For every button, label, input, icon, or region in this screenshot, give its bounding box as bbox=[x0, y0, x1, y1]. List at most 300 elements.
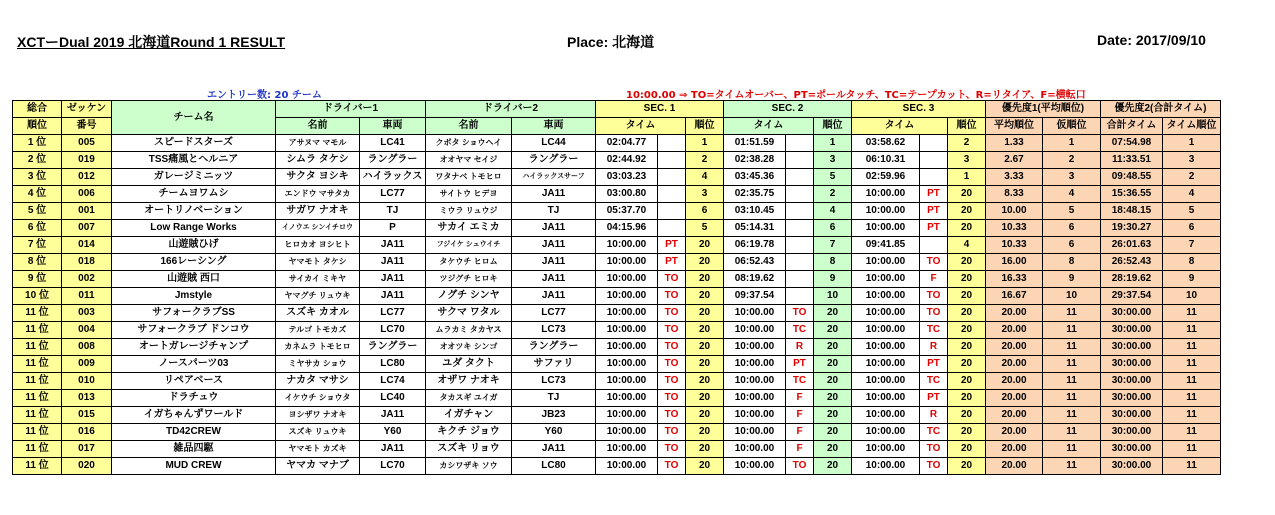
cell-sec1-penalty: TO bbox=[658, 458, 686, 475]
cell-driver2-name: オオヤマ セイジ bbox=[426, 152, 512, 169]
cell-rank: 11 位 bbox=[13, 424, 62, 441]
cell-sec3-penalty bbox=[920, 169, 948, 186]
cell-sec1-pos: 20 bbox=[686, 322, 724, 339]
cell-team: 山遊賊ひげ bbox=[112, 237, 276, 254]
cell-sec2-pos: 20 bbox=[814, 390, 852, 407]
col-header-d1-car: 車両 bbox=[360, 118, 426, 135]
col-header-prov-rank: 仮順位 bbox=[1043, 118, 1101, 135]
col-header-time-rank: タイム順位 bbox=[1163, 118, 1221, 135]
cell-rank: 11 位 bbox=[13, 373, 62, 390]
cell-team: 雑品四駆 bbox=[112, 441, 276, 458]
cell-number: 017 bbox=[62, 441, 112, 458]
cell-driver1-car: JA11 bbox=[360, 407, 426, 424]
col-header-sec3: SEC. 3 bbox=[852, 101, 986, 118]
cell-sec1-time: 10:00.00 bbox=[596, 390, 658, 407]
cell-sec3-penalty: TO bbox=[920, 458, 948, 475]
cell-sec3-penalty: PT bbox=[920, 186, 948, 203]
cell-total-time: 15:36.55 bbox=[1101, 186, 1163, 203]
cell-sec3-pos: 20 bbox=[948, 186, 986, 203]
cell-prov-rank: 1 bbox=[1043, 135, 1101, 152]
cell-sec1-time: 03:00.80 bbox=[596, 186, 658, 203]
cell-sec1-time: 10:00.00 bbox=[596, 271, 658, 288]
cell-total-time: 28:19.62 bbox=[1101, 271, 1163, 288]
col-header-d2-car: 車両 bbox=[512, 118, 596, 135]
cell-driver2-car: ハイラックスサーフ bbox=[512, 169, 596, 186]
cell-number: 003 bbox=[62, 305, 112, 322]
cell-sec3-time: 10:00.00 bbox=[852, 322, 920, 339]
cell-sec1-penalty: TO bbox=[658, 288, 686, 305]
cell-sec1-time: 10:00.00 bbox=[596, 373, 658, 390]
cell-sec3-time: 10:00.00 bbox=[852, 305, 920, 322]
cell-driver2-car: LC80 bbox=[512, 458, 596, 475]
cell-sec2-pos: 3 bbox=[814, 152, 852, 169]
cell-sec3-time: 10:00.00 bbox=[852, 271, 920, 288]
cell-sec1-pos: 20 bbox=[686, 407, 724, 424]
cell-driver2-car: TJ bbox=[512, 203, 596, 220]
cell-driver1-car: LC77 bbox=[360, 186, 426, 203]
table-row bbox=[13, 339, 1221, 356]
cell-sec2-pos: 20 bbox=[814, 322, 852, 339]
cell-driver2-name: オオツキ シンゴ bbox=[426, 339, 512, 356]
cell-driver1-name: ヒロカオ ヨシヒト bbox=[276, 237, 360, 254]
cell-sec3-time: 10:00.00 bbox=[852, 186, 920, 203]
cell-rank: 11 位 bbox=[13, 322, 62, 339]
cell-driver2-name: フジイケ シュウイチ bbox=[426, 237, 512, 254]
cell-sec1-penalty: TO bbox=[658, 390, 686, 407]
cell-team: サフォークラブ ドンコウ bbox=[112, 322, 276, 339]
cell-sec3-penalty bbox=[920, 152, 948, 169]
cell-rank: 6 位 bbox=[13, 220, 62, 237]
cell-sec3-pos: 20 bbox=[948, 424, 986, 441]
cell-sec3-penalty: TO bbox=[920, 441, 948, 458]
cell-sec3-penalty: TC bbox=[920, 424, 948, 441]
cell-time-rank: 4 bbox=[1163, 186, 1221, 203]
cell-driver2-car: LC73 bbox=[512, 322, 596, 339]
cell-driver2-name: ツジグチ ヒロキ bbox=[426, 271, 512, 288]
cell-sec2-pos: 9 bbox=[814, 271, 852, 288]
cell-total-time: 11:33.51 bbox=[1101, 152, 1163, 169]
cell-avg-rank: 16.67 bbox=[986, 288, 1043, 305]
cell-rank: 11 位 bbox=[13, 356, 62, 373]
cell-rank: 11 位 bbox=[13, 458, 62, 475]
cell-sec2-penalty bbox=[786, 271, 814, 288]
cell-sec2-pos: 20 bbox=[814, 441, 852, 458]
cell-sec2-pos: 1 bbox=[814, 135, 852, 152]
cell-prov-rank: 2 bbox=[1043, 152, 1101, 169]
cell-sec2-time: 06:52.43 bbox=[724, 254, 786, 271]
cell-total-time: 26:52.43 bbox=[1101, 254, 1163, 271]
cell-sec3-time: 10:00.00 bbox=[852, 220, 920, 237]
cell-number: 019 bbox=[62, 152, 112, 169]
cell-driver1-car: Y60 bbox=[360, 424, 426, 441]
page-title: XCTーDual 2019 北海道Round 1 RESULT bbox=[17, 34, 286, 50]
cell-number: 018 bbox=[62, 254, 112, 271]
cell-sec1-penalty: PT bbox=[658, 237, 686, 254]
cell-sec3-pos: 20 bbox=[948, 220, 986, 237]
cell-driver2-name: サカイ エミカ bbox=[426, 220, 512, 237]
cell-driver2-car: LC73 bbox=[512, 373, 596, 390]
cell-number: 009 bbox=[62, 356, 112, 373]
cell-sec2-time: 09:37.54 bbox=[724, 288, 786, 305]
cell-total-time: 18:48.15 bbox=[1101, 203, 1163, 220]
cell-sec2-penalty: TC bbox=[786, 322, 814, 339]
cell-sec1-time: 02:44.92 bbox=[596, 152, 658, 169]
cell-sec3-time: 03:58.62 bbox=[852, 135, 920, 152]
cell-sec2-pos: 20 bbox=[814, 356, 852, 373]
table-row bbox=[13, 288, 1221, 305]
cell-sec2-pos: 6 bbox=[814, 220, 852, 237]
cell-prov-rank: 11 bbox=[1043, 305, 1101, 322]
cell-prov-rank: 4 bbox=[1043, 186, 1101, 203]
cell-rank: 11 位 bbox=[13, 407, 62, 424]
col-header-rank: 順位 bbox=[13, 118, 62, 135]
col-header-sec2: SEC. 2 bbox=[724, 101, 852, 118]
table-row bbox=[13, 424, 1221, 441]
cell-sec1-time: 10:00.00 bbox=[596, 339, 658, 356]
cell-time-rank: 11 bbox=[1163, 390, 1221, 407]
cell-prov-rank: 11 bbox=[1043, 458, 1101, 475]
col-header-zekken: ゼッケン bbox=[62, 101, 112, 118]
cell-sec1-time: 05:37.70 bbox=[596, 203, 658, 220]
cell-sec3-pos: 3 bbox=[948, 152, 986, 169]
cell-team: TD42CREW bbox=[112, 424, 276, 441]
cell-driver2-car: JB23 bbox=[512, 407, 596, 424]
cell-rank: 11 位 bbox=[13, 390, 62, 407]
cell-prov-rank: 10 bbox=[1043, 288, 1101, 305]
table-row bbox=[13, 390, 1221, 407]
cell-total-time: 30:00.00 bbox=[1101, 407, 1163, 424]
cell-driver2-name: キクチ ジョウ bbox=[426, 424, 512, 441]
cell-avg-rank: 20.00 bbox=[986, 356, 1043, 373]
cell-driver2-name: タカスギ ユイガ bbox=[426, 390, 512, 407]
cell-driver1-car: LC77 bbox=[360, 305, 426, 322]
cell-sec1-time: 10:00.00 bbox=[596, 237, 658, 254]
cell-time-rank: 3 bbox=[1163, 152, 1221, 169]
cell-avg-rank: 2.67 bbox=[986, 152, 1043, 169]
cell-sec1-pos: 6 bbox=[686, 203, 724, 220]
cell-prov-rank: 11 bbox=[1043, 441, 1101, 458]
cell-team: 山遊賊 西口 bbox=[112, 271, 276, 288]
cell-sec3-penalty: R bbox=[920, 339, 948, 356]
cell-driver1-car: JA11 bbox=[360, 441, 426, 458]
cell-driver1-car: LC40 bbox=[360, 390, 426, 407]
cell-avg-rank: 20.00 bbox=[986, 373, 1043, 390]
cell-team: MUD CREW bbox=[112, 458, 276, 475]
cell-sec3-time: 09:41.85 bbox=[852, 237, 920, 254]
cell-avg-rank: 10.33 bbox=[986, 237, 1043, 254]
cell-driver1-name: テルゴ トモカズ bbox=[276, 322, 360, 339]
cell-sec1-pos: 20 bbox=[686, 424, 724, 441]
table-row bbox=[13, 152, 1221, 169]
cell-driver1-name: ヨシザワ ナオキ bbox=[276, 407, 360, 424]
cell-sec3-pos: 20 bbox=[948, 458, 986, 475]
cell-rank: 11 位 bbox=[13, 305, 62, 322]
cell-driver2-name: ムラカミ タカヤス bbox=[426, 322, 512, 339]
cell-sec2-penalty: F bbox=[786, 407, 814, 424]
cell-total-time: 19:30.27 bbox=[1101, 220, 1163, 237]
place-label: Place: 北海道 bbox=[567, 34, 655, 50]
cell-sec3-pos: 20 bbox=[948, 322, 986, 339]
cell-sec2-penalty bbox=[786, 152, 814, 169]
cell-sec1-pos: 20 bbox=[686, 441, 724, 458]
cell-sec1-time: 10:00.00 bbox=[596, 254, 658, 271]
cell-driver1-name: シムラ タケシ bbox=[276, 152, 360, 169]
cell-sec1-penalty bbox=[658, 203, 686, 220]
cell-sec1-pos: 3 bbox=[686, 186, 724, 203]
cell-driver2-car: ラングラー bbox=[512, 152, 596, 169]
cell-sec3-time: 10:00.00 bbox=[852, 254, 920, 271]
cell-sec1-penalty: TO bbox=[658, 356, 686, 373]
cell-total-time: 30:00.00 bbox=[1101, 441, 1163, 458]
cell-sec3-pos: 20 bbox=[948, 390, 986, 407]
cell-driver2-car: JA11 bbox=[512, 271, 596, 288]
cell-number: 001 bbox=[62, 203, 112, 220]
cell-sec3-penalty: TC bbox=[920, 373, 948, 390]
cell-sec1-pos: 20 bbox=[686, 305, 724, 322]
cell-number: 013 bbox=[62, 390, 112, 407]
cell-sec1-time: 10:00.00 bbox=[596, 322, 658, 339]
cell-rank: 11 位 bbox=[13, 339, 62, 356]
cell-driver1-name: サクタ ヨシキ bbox=[276, 169, 360, 186]
cell-total-time: 26:01.63 bbox=[1101, 237, 1163, 254]
cell-sec1-penalty bbox=[658, 152, 686, 169]
cell-number: 010 bbox=[62, 373, 112, 390]
cell-avg-rank: 20.00 bbox=[986, 322, 1043, 339]
cell-prov-rank: 11 bbox=[1043, 356, 1101, 373]
cell-sec2-time: 10:00.00 bbox=[724, 373, 786, 390]
cell-sec1-time: 10:00.00 bbox=[596, 424, 658, 441]
cell-sec3-penalty: R bbox=[920, 407, 948, 424]
cell-team: イガちゃんずワールド bbox=[112, 407, 276, 424]
cell-sec2-time: 03:45.36 bbox=[724, 169, 786, 186]
cell-sec2-penalty: F bbox=[786, 424, 814, 441]
cell-number: 016 bbox=[62, 424, 112, 441]
cell-number: 002 bbox=[62, 271, 112, 288]
cell-sec1-pos: 20 bbox=[686, 390, 724, 407]
cell-avg-rank: 20.00 bbox=[986, 339, 1043, 356]
cell-driver2-name: ユダ タクト bbox=[426, 356, 512, 373]
cell-sec3-pos: 2 bbox=[948, 135, 986, 152]
cell-prov-rank: 3 bbox=[1043, 169, 1101, 186]
cell-sec2-penalty bbox=[786, 135, 814, 152]
cell-driver1-name: アサヌマ マモル bbox=[276, 135, 360, 152]
cell-sec2-pos: 20 bbox=[814, 407, 852, 424]
cell-sec1-penalty: PT bbox=[658, 254, 686, 271]
cell-sec1-pos: 20 bbox=[686, 237, 724, 254]
cell-sec1-pos: 20 bbox=[686, 254, 724, 271]
cell-sec1-pos: 20 bbox=[686, 356, 724, 373]
table-row bbox=[13, 271, 1221, 288]
cell-driver1-car: LC70 bbox=[360, 322, 426, 339]
cell-sec2-penalty: F bbox=[786, 441, 814, 458]
cell-sec3-time: 10:00.00 bbox=[852, 441, 920, 458]
cell-sec2-time: 10:00.00 bbox=[724, 407, 786, 424]
cell-sec3-time: 06:10.31 bbox=[852, 152, 920, 169]
cell-prov-rank: 9 bbox=[1043, 271, 1101, 288]
cell-sec1-time: 03:03.23 bbox=[596, 169, 658, 186]
cell-driver1-car: LC74 bbox=[360, 373, 426, 390]
cell-time-rank: 10 bbox=[1163, 288, 1221, 305]
cell-time-rank: 11 bbox=[1163, 322, 1221, 339]
cell-sec1-pos: 2 bbox=[686, 152, 724, 169]
table-row bbox=[13, 305, 1221, 322]
cell-driver2-car: TJ bbox=[512, 390, 596, 407]
cell-sec2-time: 10:00.00 bbox=[724, 322, 786, 339]
cell-sec1-pos: 5 bbox=[686, 220, 724, 237]
cell-sec3-time: 10:00.00 bbox=[852, 424, 920, 441]
cell-sec3-time: 10:00.00 bbox=[852, 458, 920, 475]
cell-sec1-time: 10:00.00 bbox=[596, 288, 658, 305]
cell-time-rank: 11 bbox=[1163, 407, 1221, 424]
cell-sec1-penalty: TO bbox=[658, 441, 686, 458]
cell-sec1-penalty: TO bbox=[658, 305, 686, 322]
cell-driver2-car: JA11 bbox=[512, 288, 596, 305]
cell-sec3-penalty: PT bbox=[920, 220, 948, 237]
cell-sec2-pos: 20 bbox=[814, 305, 852, 322]
cell-sec2-penalty bbox=[786, 169, 814, 186]
cell-sec3-penalty: TO bbox=[920, 288, 948, 305]
cell-sec2-penalty: TO bbox=[786, 305, 814, 322]
cell-driver1-car: TJ bbox=[360, 203, 426, 220]
cell-sec3-time: 10:00.00 bbox=[852, 373, 920, 390]
cell-sec2-time: 10:00.00 bbox=[724, 390, 786, 407]
cell-sec3-pos: 20 bbox=[948, 254, 986, 271]
cell-avg-rank: 10.33 bbox=[986, 220, 1043, 237]
cell-rank: 8 位 bbox=[13, 254, 62, 271]
cell-sec1-pos: 1 bbox=[686, 135, 724, 152]
cell-team: TSS痛風とヘルニア bbox=[112, 152, 276, 169]
cell-sec2-pos: 20 bbox=[814, 339, 852, 356]
cell-sec2-penalty: TO bbox=[786, 458, 814, 475]
cell-sec2-time: 10:00.00 bbox=[724, 356, 786, 373]
cell-team: Low Range Works bbox=[112, 220, 276, 237]
col-header-sec1: SEC. 1 bbox=[596, 101, 724, 118]
cell-avg-rank: 20.00 bbox=[986, 441, 1043, 458]
cell-sec3-penalty: TO bbox=[920, 254, 948, 271]
cell-rank: 7 位 bbox=[13, 237, 62, 254]
col-header-avg-rank: 平均順位 bbox=[986, 118, 1043, 135]
cell-sec2-time: 10:00.00 bbox=[724, 339, 786, 356]
cell-driver1-name: イノウエ シンイチロウ bbox=[276, 220, 360, 237]
cell-avg-rank: 20.00 bbox=[986, 458, 1043, 475]
cell-prov-rank: 11 bbox=[1043, 322, 1101, 339]
cell-driver1-name: ナカタ マサシ bbox=[276, 373, 360, 390]
cell-time-rank: 11 bbox=[1163, 356, 1221, 373]
cell-sec2-time: 05:14.31 bbox=[724, 220, 786, 237]
cell-prov-rank: 6 bbox=[1043, 220, 1101, 237]
cell-sec2-time: 10:00.00 bbox=[724, 424, 786, 441]
cell-driver2-name: クボタ ショウヘイ bbox=[426, 135, 512, 152]
cell-driver1-car: JA11 bbox=[360, 237, 426, 254]
cell-time-rank: 5 bbox=[1163, 203, 1221, 220]
cell-sec3-pos: 20 bbox=[948, 356, 986, 373]
cell-avg-rank: 20.00 bbox=[986, 407, 1043, 424]
cell-sec3-pos: 20 bbox=[948, 305, 986, 322]
cell-driver2-name: ノグチ シンヤ bbox=[426, 288, 512, 305]
cell-sec2-pos: 10 bbox=[814, 288, 852, 305]
cell-sec3-pos: 1 bbox=[948, 169, 986, 186]
cell-driver1-name: ヤマカ マナブ bbox=[276, 458, 360, 475]
cell-number: 011 bbox=[62, 288, 112, 305]
entry-count: エントリー数: 20 チーム bbox=[207, 90, 322, 101]
cell-sec3-time: 10:00.00 bbox=[852, 390, 920, 407]
cell-sec1-time: 02:04.77 bbox=[596, 135, 658, 152]
table-row bbox=[13, 373, 1221, 390]
cell-sec2-time: 02:35.75 bbox=[724, 186, 786, 203]
cell-rank: 11 位 bbox=[13, 441, 62, 458]
cell-total-time: 30:00.00 bbox=[1101, 356, 1163, 373]
col-header-d1-name: 名前 bbox=[276, 118, 360, 135]
cell-team: 166レーシング bbox=[112, 254, 276, 271]
cell-driver1-name: スズキ カオル bbox=[276, 305, 360, 322]
cell-sec2-penalty: PT bbox=[786, 356, 814, 373]
cell-avg-rank: 20.00 bbox=[986, 305, 1043, 322]
table-row bbox=[13, 186, 1221, 203]
results-body bbox=[13, 101, 1221, 475]
cell-prov-rank: 11 bbox=[1043, 373, 1101, 390]
cell-number: 004 bbox=[62, 322, 112, 339]
cell-sec1-pos: 20 bbox=[686, 339, 724, 356]
cell-driver1-car: JA11 bbox=[360, 271, 426, 288]
cell-sec2-time: 03:10.45 bbox=[724, 203, 786, 220]
cell-sec2-penalty bbox=[786, 203, 814, 220]
cell-sec1-time: 10:00.00 bbox=[596, 407, 658, 424]
cell-sec2-time: 08:19.62 bbox=[724, 271, 786, 288]
cell-driver2-name: カシワザキ ソウ bbox=[426, 458, 512, 475]
cell-sec2-time: 10:00.00 bbox=[724, 458, 786, 475]
cell-sec1-time: 10:00.00 bbox=[596, 441, 658, 458]
cell-sec2-time: 02:38.28 bbox=[724, 152, 786, 169]
cell-driver1-car: LC41 bbox=[360, 135, 426, 152]
cell-driver1-name: イケウチ ショウタ bbox=[276, 390, 360, 407]
col-header-s1-pos: 順位 bbox=[686, 118, 724, 135]
cell-prov-rank: 11 bbox=[1043, 390, 1101, 407]
cell-total-time: 29:37.54 bbox=[1101, 288, 1163, 305]
cell-time-rank: 8 bbox=[1163, 254, 1221, 271]
col-header-driver1: ドライバー1 bbox=[276, 101, 426, 118]
cell-prov-rank: 11 bbox=[1043, 339, 1101, 356]
cell-sec1-pos: 4 bbox=[686, 169, 724, 186]
cell-avg-rank: 3.33 bbox=[986, 169, 1043, 186]
cell-sec2-pos: 5 bbox=[814, 169, 852, 186]
col-header-overall: 総合 bbox=[13, 101, 62, 118]
cell-driver1-car: LC70 bbox=[360, 458, 426, 475]
cell-time-rank: 9 bbox=[1163, 271, 1221, 288]
table-row bbox=[13, 220, 1221, 237]
cell-sec3-time: 10:00.00 bbox=[852, 288, 920, 305]
cell-driver2-car: JA11 bbox=[512, 254, 596, 271]
cell-team: チームヨワムシ bbox=[112, 186, 276, 203]
cell-sec2-time: 01:51.59 bbox=[724, 135, 786, 152]
cell-sec2-pos: 7 bbox=[814, 237, 852, 254]
cell-rank: 4 位 bbox=[13, 186, 62, 203]
cell-team: オートガレージチャンプ bbox=[112, 339, 276, 356]
cell-sec2-penalty bbox=[786, 186, 814, 203]
cell-sec2-time: 10:00.00 bbox=[724, 441, 786, 458]
cell-sec2-pos: 2 bbox=[814, 186, 852, 203]
cell-driver2-name: タケウチ ヒロム bbox=[426, 254, 512, 271]
cell-total-time: 07:54.98 bbox=[1101, 135, 1163, 152]
cell-driver2-car: JA11 bbox=[512, 441, 596, 458]
cell-time-rank: 1 bbox=[1163, 135, 1221, 152]
cell-sec2-penalty bbox=[786, 220, 814, 237]
cell-sec1-penalty: TO bbox=[658, 322, 686, 339]
cell-number: 006 bbox=[62, 186, 112, 203]
cell-sec3-pos: 20 bbox=[948, 339, 986, 356]
cell-sec2-pos: 20 bbox=[814, 424, 852, 441]
cell-sec3-pos: 20 bbox=[948, 271, 986, 288]
cell-sec1-penalty bbox=[658, 169, 686, 186]
